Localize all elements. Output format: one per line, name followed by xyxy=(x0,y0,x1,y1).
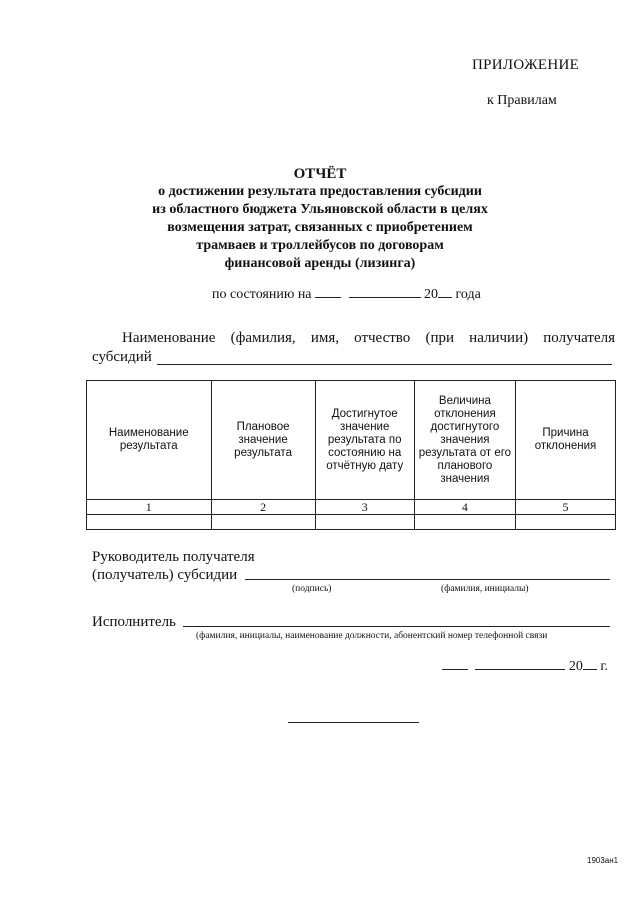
title-line-3: возмещения затрат, связанных с приобретением xyxy=(167,220,473,235)
table-cell[interactable] xyxy=(315,515,414,530)
header-deviation-reason: Причина отклонения xyxy=(516,381,616,500)
column-number: 5 xyxy=(516,500,616,515)
title-line-4: трамваев и троллейбусов по договорам xyxy=(196,238,444,253)
year-blank[interactable] xyxy=(438,285,452,298)
table-cell[interactable] xyxy=(211,515,315,530)
report-table xyxy=(86,380,616,530)
recipient-word: получателя xyxy=(543,330,615,346)
recipient-word: наличии) xyxy=(469,330,529,346)
header-planned-value: Плановое значение результата xyxy=(211,381,315,500)
column-number: 1 xyxy=(87,500,212,515)
signing-date-line xyxy=(442,657,608,675)
date-day-blank[interactable] xyxy=(442,657,468,670)
signature-field[interactable] xyxy=(245,579,610,580)
table-header-row xyxy=(87,381,616,500)
recipient-word: имя, xyxy=(310,330,339,346)
as-of-suffix: года xyxy=(455,287,481,302)
recipient-word: (фамилия, xyxy=(230,330,296,346)
to-rules-label: к Правилам xyxy=(487,93,557,108)
recipient-word: (при xyxy=(425,330,455,346)
table-cell[interactable] xyxy=(87,515,212,530)
appendix-label: ПРИЛОЖЕНИЕ xyxy=(472,57,580,73)
title-line-2: из областного бюджета Ульяновской области в целях xyxy=(152,202,488,217)
title-line-1: о достижении результата предоставления субсидии xyxy=(158,184,482,199)
date-year-blank[interactable] xyxy=(583,657,597,670)
recipient-word: Наименование xyxy=(122,330,216,346)
as-of-date-line xyxy=(212,285,481,303)
header-deviation: Величина отклонения достигнутого значения результата от его планового значения xyxy=(414,381,515,500)
signature-caption: (подпись) xyxy=(292,584,332,594)
head-label-line-1: Руководитель получателя xyxy=(92,549,255,565)
date-month-blank[interactable] xyxy=(475,657,565,670)
name-initials-caption: (фамилия, инициалы) xyxy=(441,584,529,594)
as-of-year-prefix: 20 xyxy=(424,287,439,302)
report-title-block xyxy=(120,165,520,273)
month-blank[interactable] xyxy=(349,285,421,298)
recipient-name-field[interactable] xyxy=(157,364,612,365)
recipient-name-label xyxy=(122,330,615,347)
executor-label: Исполнитель xyxy=(92,614,176,630)
column-number: 2 xyxy=(211,500,315,515)
as-of-prefix: по состоянию на xyxy=(212,287,312,302)
closing-separator xyxy=(288,722,419,723)
table-row xyxy=(87,515,616,530)
date-year-prefix: 20 xyxy=(568,659,583,674)
recipient-word: отчество xyxy=(354,330,411,346)
column-number: 3 xyxy=(315,500,414,515)
executor-caption: (фамилия, инициалы, наименование должности, абонентский номер телефонной связи xyxy=(196,631,548,641)
date-suffix: г. xyxy=(600,659,608,674)
report-title: ОТЧЁТ xyxy=(293,166,347,182)
executor-field[interactable] xyxy=(183,626,610,627)
table-number-row xyxy=(87,500,616,515)
day-blank[interactable] xyxy=(315,285,341,298)
table-cell[interactable] xyxy=(516,515,616,530)
title-line-5: финансовой аренды (лизинга) xyxy=(224,256,416,271)
head-label-line-2: (получатель) субсидии xyxy=(92,567,238,583)
table-cell[interactable] xyxy=(414,515,515,530)
document-code: 1903ан1 xyxy=(587,856,619,865)
recipient-subsidies-label: субсидий xyxy=(92,349,152,365)
header-result-name: Наименование результата xyxy=(87,381,212,500)
header-achieved-value: Достигнутое значение результата по состоянию на отчётную дату xyxy=(315,381,414,500)
column-number: 4 xyxy=(414,500,515,515)
